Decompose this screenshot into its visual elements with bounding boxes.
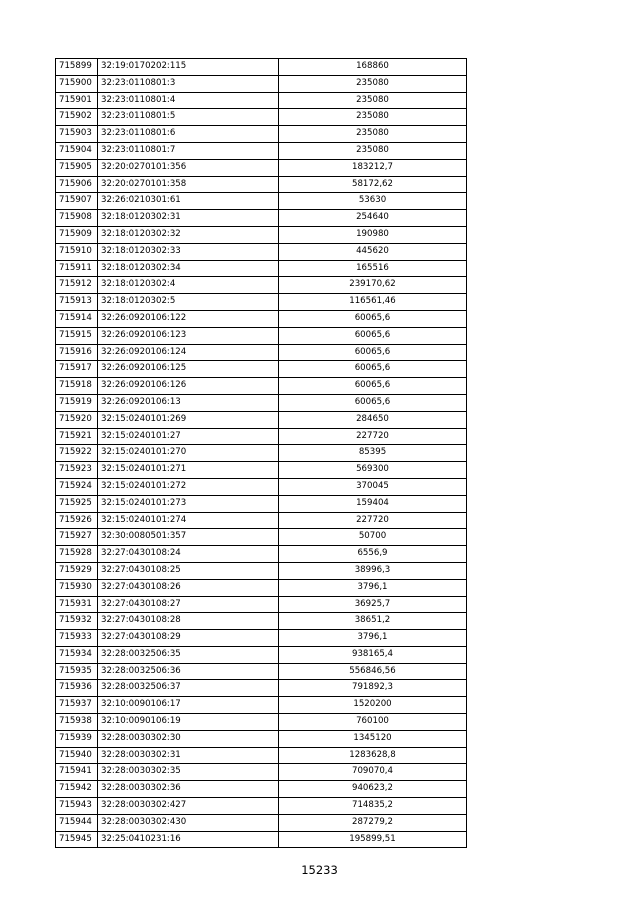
row-id-cell: 715918 [56,378,98,395]
value-cell: 3796,1 [279,579,467,596]
row-id-cell: 715940 [56,747,98,764]
value-cell: 159404 [279,495,467,512]
table-row [56,226,467,243]
table-row [56,764,467,781]
row-id-cell: 715914 [56,310,98,327]
row-id-cell: 715904 [56,142,98,159]
value-cell: 168860 [279,59,467,76]
row-id-cell: 715920 [56,411,98,428]
cadastral-number-cell: 32:28:0030302:31 [98,747,279,764]
cadastral-number-cell: 32:28:0032506:35 [98,646,279,663]
cadastral-number-cell: 32:15:0240101:273 [98,495,279,512]
table-row [56,579,467,596]
cadastral-number-cell: 32:23:0110801:7 [98,142,279,159]
cadastral-value-table [55,58,467,848]
cadastral-number-cell: 32:26:0920106:124 [98,344,279,361]
value-cell: 183212,7 [279,159,467,176]
value-cell: 235080 [279,142,467,159]
cadastral-number-cell: 32:18:0120302:34 [98,260,279,277]
cadastral-number-cell: 32:20:0270101:356 [98,159,279,176]
cadastral-number-cell: 32:18:0120302:5 [98,294,279,311]
cadastral-number-cell: 32:23:0110801:4 [98,92,279,109]
row-id-cell: 715907 [56,193,98,210]
table-row [56,646,467,663]
value-cell: 53630 [279,193,467,210]
cadastral-number-cell: 32:10:0090106:17 [98,697,279,714]
table-row [56,159,467,176]
row-id-cell: 715935 [56,663,98,680]
value-cell: 227720 [279,512,467,529]
cadastral-number-cell: 32:28:0030302:35 [98,764,279,781]
value-cell: 1345120 [279,730,467,747]
table-row [56,714,467,731]
table-row [56,495,467,512]
value-cell: 239170,62 [279,277,467,294]
table-row [56,277,467,294]
cadastral-number-cell: 32:28:0032506:37 [98,680,279,697]
value-cell: 254640 [279,210,467,227]
table-row [56,344,467,361]
value-cell: 60065,6 [279,394,467,411]
table-row [56,798,467,815]
table-row [56,109,467,126]
row-id-cell: 715902 [56,109,98,126]
value-cell: 227720 [279,428,467,445]
table-row [56,142,467,159]
row-id-cell: 715932 [56,613,98,630]
row-id-cell: 715937 [56,697,98,714]
cadastral-number-cell: 32:23:0110801:6 [98,126,279,143]
table-row [56,378,467,395]
row-id-cell: 715901 [56,92,98,109]
value-cell: 714835,2 [279,798,467,815]
cadastral-number-cell: 32:18:0120302:33 [98,243,279,260]
value-cell: 235080 [279,109,467,126]
table-row [56,613,467,630]
row-id-cell: 715923 [56,462,98,479]
cadastral-number-cell: 32:15:0240101:272 [98,478,279,495]
cadastral-number-cell: 32:15:0240101:269 [98,411,279,428]
cadastral-number-cell: 32:10:0090106:19 [98,714,279,731]
table-row [56,512,467,529]
row-id-cell: 715943 [56,798,98,815]
table-row [56,747,467,764]
table-row [56,126,467,143]
value-cell: 58172,62 [279,176,467,193]
value-cell: 116561,46 [279,294,467,311]
row-id-cell: 715921 [56,428,98,445]
row-id-cell: 715944 [56,814,98,831]
table-row [56,243,467,260]
value-cell: 85395 [279,445,467,462]
value-cell: 284650 [279,411,467,428]
row-id-cell: 715903 [56,126,98,143]
value-cell: 3796,1 [279,630,467,647]
cadastral-number-cell: 32:28:0030302:430 [98,814,279,831]
value-cell: 60065,6 [279,327,467,344]
row-id-cell: 715938 [56,714,98,731]
cadastral-number-cell: 32:27:0430108:29 [98,630,279,647]
value-cell: 556846,56 [279,663,467,680]
row-id-cell: 715910 [56,243,98,260]
value-cell: 165516 [279,260,467,277]
cadastral-number-cell: 32:27:0430108:25 [98,562,279,579]
cadastral-number-cell: 32:26:0920106:123 [98,327,279,344]
value-cell: 938165,4 [279,646,467,663]
table-row [56,529,467,546]
value-cell: 6556,9 [279,546,467,563]
table-row [56,394,467,411]
cadastral-number-cell: 32:28:0030302:36 [98,781,279,798]
value-cell: 36925,7 [279,596,467,613]
table-row [56,294,467,311]
row-id-cell: 715906 [56,176,98,193]
table-row [56,630,467,647]
value-cell: 190980 [279,226,467,243]
cadastral-number-cell: 32:25:0410231:16 [98,831,279,848]
cadastral-number-cell: 32:26:0210301:61 [98,193,279,210]
value-cell: 709070,4 [279,764,467,781]
table-row [56,478,467,495]
value-cell: 760100 [279,714,467,731]
cadastral-number-cell: 32:15:0240101:274 [98,512,279,529]
row-id-cell: 715928 [56,546,98,563]
row-id-cell: 715939 [56,730,98,747]
row-id-cell: 715941 [56,764,98,781]
cadastral-number-cell: 32:28:0032506:36 [98,663,279,680]
value-cell: 195899,51 [279,831,467,848]
row-id-cell: 715913 [56,294,98,311]
cadastral-number-cell: 32:27:0430108:28 [98,613,279,630]
table-row [56,260,467,277]
value-cell: 445620 [279,243,467,260]
cadastral-number-cell: 32:26:0920106:126 [98,378,279,395]
cadastral-number-cell: 32:15:0240101:27 [98,428,279,445]
table-row [56,193,467,210]
row-id-cell: 715929 [56,562,98,579]
table-row [56,210,467,227]
table-row [56,697,467,714]
table-row [56,730,467,747]
table-row [56,411,467,428]
table-row [56,814,467,831]
row-id-cell: 715942 [56,781,98,798]
table-row [56,428,467,445]
value-cell: 60065,6 [279,378,467,395]
cadastral-number-cell: 32:18:0120302:32 [98,226,279,243]
cadastral-number-cell: 32:20:0270101:358 [98,176,279,193]
cadastral-number-cell: 32:23:0110801:5 [98,109,279,126]
table-row [56,327,467,344]
cadastral-number-cell: 32:28:0030302:427 [98,798,279,815]
cadastral-number-cell: 32:26:0920106:125 [98,361,279,378]
table-row [56,75,467,92]
table-row [56,310,467,327]
value-cell: 60065,6 [279,344,467,361]
table-row [56,562,467,579]
cadastral-number-cell: 32:27:0430108:26 [98,579,279,596]
row-id-cell: 715909 [56,226,98,243]
table-row [56,445,467,462]
cadastral-number-cell: 32:26:0920106:13 [98,394,279,411]
row-id-cell: 715908 [56,210,98,227]
row-id-cell: 715930 [56,579,98,596]
table-row [56,781,467,798]
table-row [56,546,467,563]
table-row [56,663,467,680]
row-id-cell: 715931 [56,596,98,613]
value-cell: 1283628,8 [279,747,467,764]
row-id-cell: 715945 [56,831,98,848]
value-cell: 370045 [279,478,467,495]
row-id-cell: 715911 [56,260,98,277]
value-cell: 235080 [279,126,467,143]
cadastral-number-cell: 32:27:0430108:24 [98,546,279,563]
value-cell: 50700 [279,529,467,546]
row-id-cell: 715926 [56,512,98,529]
table-row [56,831,467,848]
value-cell: 1520200 [279,697,467,714]
cadastral-number-cell: 32:26:0920106:122 [98,310,279,327]
row-id-cell: 715936 [56,680,98,697]
row-id-cell: 715934 [56,646,98,663]
page-number: 15233 [301,863,338,877]
cadastral-number-cell: 32:23:0110801:3 [98,75,279,92]
cadastral-number-cell: 32:15:0240101:270 [98,445,279,462]
row-id-cell: 715905 [56,159,98,176]
table-row [56,92,467,109]
value-cell: 940623,2 [279,781,467,798]
row-id-cell: 715912 [56,277,98,294]
value-cell: 60065,6 [279,361,467,378]
document-sheet [55,58,466,848]
value-cell: 38651,2 [279,613,467,630]
table-row [56,596,467,613]
row-id-cell: 715922 [56,445,98,462]
cadastral-number-cell: 32:19:0170202:115 [98,59,279,76]
row-id-cell: 715917 [56,361,98,378]
cadastral-number-cell: 32:30:0080501:357 [98,529,279,546]
value-cell: 235080 [279,75,467,92]
cadastral-number-cell: 32:18:0120302:31 [98,210,279,227]
row-id-cell: 715900 [56,75,98,92]
row-id-cell: 715915 [56,327,98,344]
row-id-cell: 715924 [56,478,98,495]
table-row [56,361,467,378]
table-row [56,59,467,76]
row-id-cell: 715919 [56,394,98,411]
row-id-cell: 715927 [56,529,98,546]
row-id-cell: 715933 [56,630,98,647]
value-cell: 569300 [279,462,467,479]
row-id-cell: 715916 [56,344,98,361]
row-id-cell: 715899 [56,59,98,76]
table-body [56,59,467,848]
cadastral-number-cell: 32:27:0430108:27 [98,596,279,613]
value-cell: 791892,3 [279,680,467,697]
value-cell: 235080 [279,92,467,109]
table-row [56,176,467,193]
value-cell: 60065,6 [279,310,467,327]
value-cell: 38996,3 [279,562,467,579]
row-id-cell: 715925 [56,495,98,512]
cadastral-number-cell: 32:18:0120302:4 [98,277,279,294]
cadastral-number-cell: 32:28:0030302:30 [98,730,279,747]
cadastral-number-cell: 32:15:0240101:271 [98,462,279,479]
table-row [56,680,467,697]
table-row [56,462,467,479]
value-cell: 287279,2 [279,814,467,831]
